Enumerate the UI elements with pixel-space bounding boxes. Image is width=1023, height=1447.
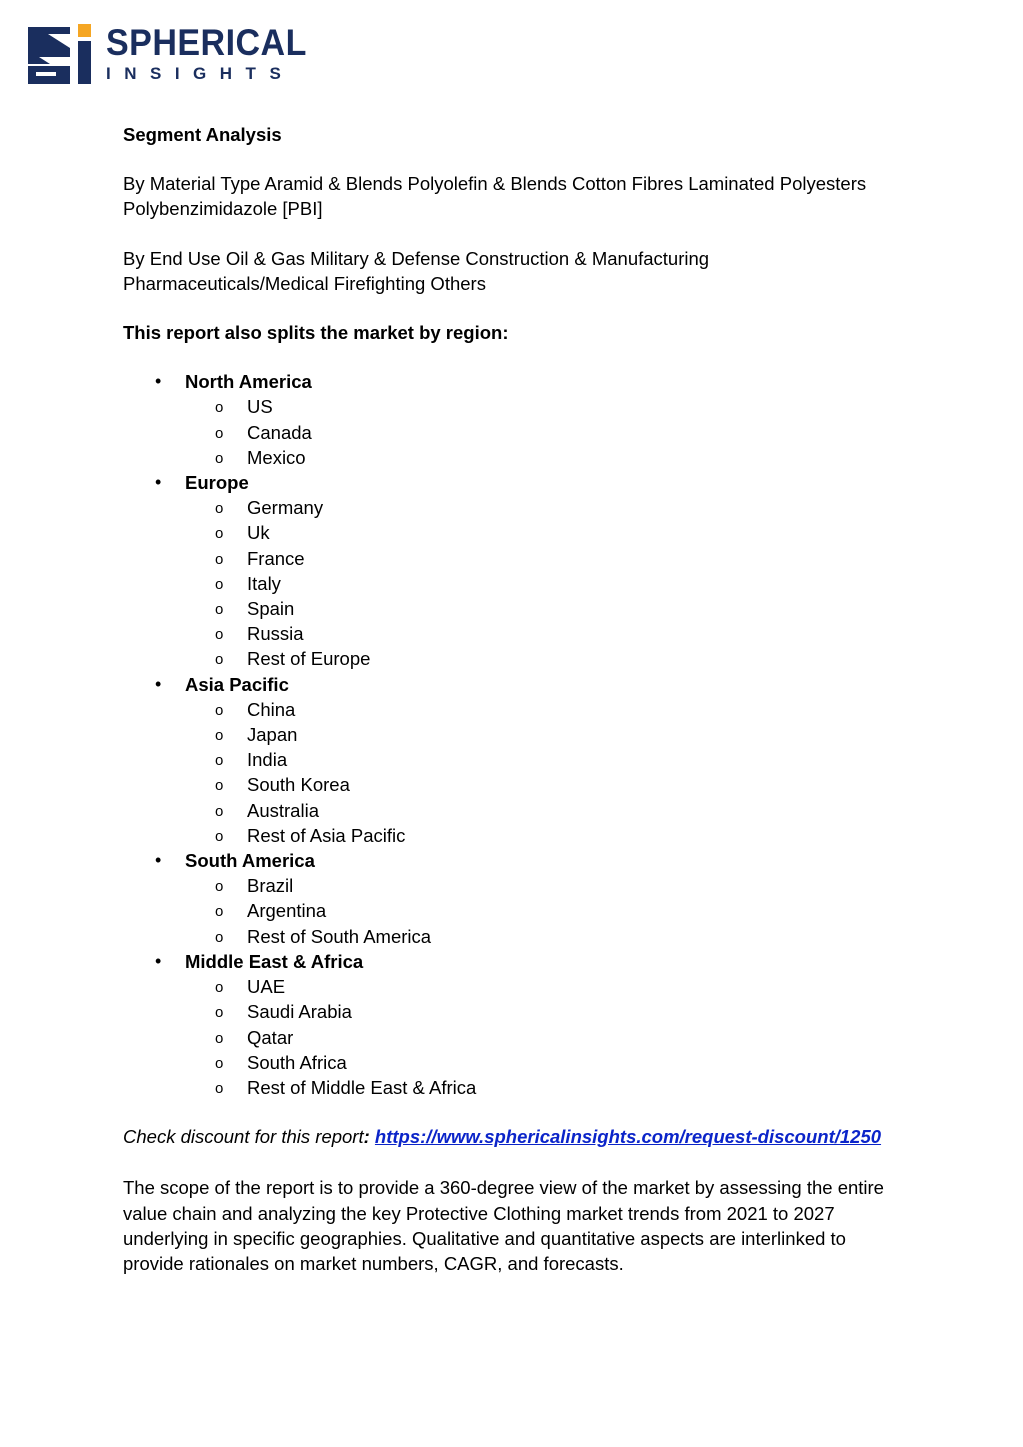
- region-item: [123, 672, 903, 848]
- region-name: North America: [185, 371, 312, 393]
- country-item: o Argentina: [185, 898, 903, 923]
- country-list: [185, 394, 903, 470]
- country-item: o Rest of Asia Pacific: [185, 823, 903, 848]
- region-name: South America: [185, 850, 315, 872]
- document-body: [123, 122, 903, 1300]
- country-list: [185, 697, 903, 848]
- country-item: o Rest of South America: [185, 924, 903, 949]
- country-list: [185, 974, 903, 1100]
- country-item: o Italy: [185, 571, 903, 596]
- country-item: o Spain: [185, 596, 903, 621]
- region-item: [123, 949, 903, 1100]
- region-name: Middle East & Africa: [185, 950, 364, 972]
- logo-mark-icon: [28, 24, 94, 84]
- region-name: Asia Pacific: [185, 673, 289, 695]
- country-item: o India: [185, 747, 903, 772]
- region-heading: This report also splits the market by region:: [123, 322, 509, 344]
- country-item: o Saudi Arabia: [185, 999, 903, 1024]
- discount-colon: :: [363, 1126, 375, 1148]
- country-item: o Canada: [185, 420, 903, 445]
- country-item: o Uk: [185, 520, 903, 545]
- segment-heading: Segment Analysis: [123, 124, 282, 145]
- country-item: o Germany: [185, 495, 903, 520]
- country-item: o US: [185, 394, 903, 419]
- country-item: o South Korea: [185, 772, 903, 797]
- logo-name: SPHERICAL: [106, 22, 307, 63]
- region-item: [123, 470, 903, 672]
- country-item: o UAE: [185, 974, 903, 999]
- discount-line: [123, 1124, 903, 1149]
- country-list: [185, 873, 903, 949]
- scope-paragraph: The scope of the report is to provide a 360-degree view of the market by assessing the entire value chain and analyzing the key Protective Clothing market trends from 2021 to 2027 underlying in specific geographies. Qualitative and quantitative aspects are interlinked to provide rationales on market numbers, CAGR, and forecasts.: [123, 1177, 884, 1274]
- country-item: o Mexico: [185, 445, 903, 470]
- country-item: o Qatar: [185, 1025, 903, 1050]
- country-item: o Rest of Middle East & Africa: [185, 1075, 903, 1100]
- material-type-text: By Material Type Aramid & Blends Polyolefin & Blends Cotton Fibres Laminated Polyesters Polybenzimidazole [PBI]: [123, 173, 867, 220]
- country-item: o Russia: [185, 621, 903, 646]
- company-logo: [28, 24, 324, 84]
- country-item: o Brazil: [185, 873, 903, 898]
- discount-label: Check discount for this report: [123, 1126, 364, 1148]
- country-item: o China: [185, 697, 903, 722]
- region-item: [123, 848, 903, 949]
- country-item: o Japan: [185, 722, 903, 747]
- country-item: o France: [185, 546, 903, 571]
- region-name: Europe: [185, 472, 249, 494]
- country-list: [185, 495, 903, 671]
- country-item: o Rest of Europe: [185, 646, 903, 671]
- logo-subname: INSIGHTS: [106, 64, 295, 83]
- country-item: o South Africa: [185, 1050, 903, 1075]
- region-item: [123, 369, 903, 470]
- end-use-text: By End Use Oil & Gas Military & Defense Construction & Manufacturing Pharmaceuticals/Medical Firefighting Others: [123, 247, 710, 294]
- discount-link[interactable]: https://www.sphericalinsights.com/request-discount/1250: [374, 1126, 882, 1148]
- country-item: o Australia: [185, 798, 903, 823]
- region-list: [123, 369, 903, 1100]
